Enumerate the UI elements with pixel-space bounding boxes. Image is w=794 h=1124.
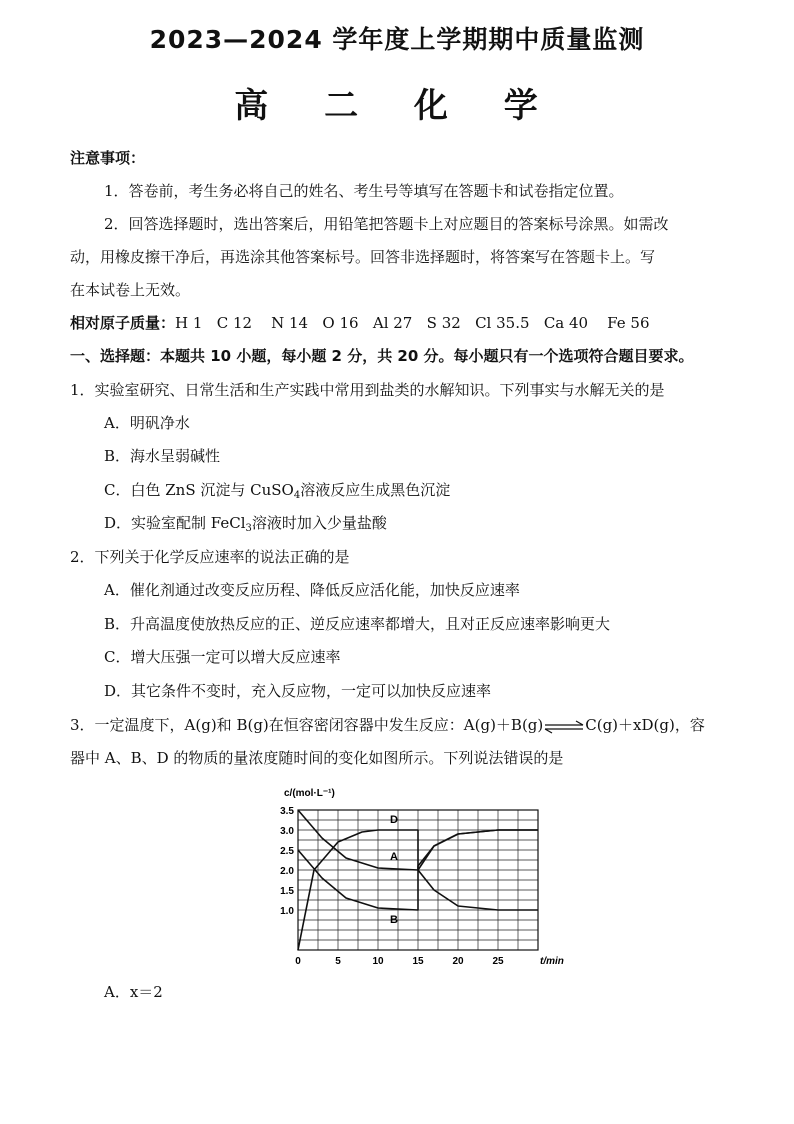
q2-stem: 2．下列关于化学反应速率的说法正确的是 xyxy=(70,548,350,566)
q3-stem-text-rest: C(g)＋xD(g)，容 xyxy=(585,716,705,734)
section-1-heading: 一、选择题：本题共 10 小题，每小题 2 分，共 20 分。每小题只有一个选项符合题目要求。 xyxy=(70,347,694,365)
q1-option-d-text: D．实验室配制 FeCl xyxy=(104,514,246,532)
x-axis-label: t/min xyxy=(540,956,564,967)
atomic-mass-line xyxy=(70,313,650,333)
series-label-b: B xyxy=(390,913,398,926)
concentration-time-chart xyxy=(256,782,564,972)
q1-stem: 1．实验室研究、日常生活和生产实践中常用到盐类的水解知识。下列事实与水解无关的是 xyxy=(70,381,665,399)
q1-option-c-rest: 溶液反应生成黑色沉淀 xyxy=(300,481,451,499)
notice-item-2-line-2: 动，用橡皮擦干净后，再选涂其他答案标号。回答非选择题时，将答案写在答题卡上。写 xyxy=(70,248,656,266)
q3-stem-line-1 xyxy=(70,715,705,735)
y-tick-label: 1.0 xyxy=(280,906,294,917)
q1-option-b: B．海水呈弱碱性 xyxy=(104,447,221,465)
q2-option-b: B．升高温度使放热反应的正、逆反应速率都增大，且对正反应速率影响更大 xyxy=(104,615,611,633)
q2-option-d: D．其它条件不变时，充入反应物，一定可以加快反应速率 xyxy=(104,682,492,700)
q1-option-d-rest: 溶液时加入少量盐酸 xyxy=(251,514,387,532)
y-tick-label: 2.0 xyxy=(280,866,294,877)
reversible-arrow-icon xyxy=(543,719,585,733)
notice-item-2-line-3: 在本试卷上无效。 xyxy=(70,281,191,299)
chart-svg xyxy=(256,782,564,972)
exam-title: 2023—2024 学年度上学期期中质量监测 xyxy=(149,25,645,54)
q3-stem-text: 3．一定温度下，A(g)和 B(g)在恒容密闭容器中发生反应：A(g)＋B(g) xyxy=(70,716,544,734)
x-tick-label: 20 xyxy=(452,956,464,967)
series-label-a: A xyxy=(390,851,398,863)
series-label-d: D xyxy=(390,813,398,826)
q1-option-c-subscript: 4 xyxy=(293,490,301,501)
q1-option-c xyxy=(104,480,450,500)
y-tick-label: 2.5 xyxy=(280,846,294,857)
notice-item-1: 1．答卷前，考生务必将自己的姓名、考生号等填写在答题卡和试卷指定位置。 xyxy=(104,182,624,200)
q1-option-d xyxy=(104,513,387,533)
q1-option-a: A．明矾净水 xyxy=(104,414,190,432)
q2-option-a: A．催化剂通过改变反应历程、降低反应活化能，加快反应速率 xyxy=(104,581,520,599)
atomic-mass-values: H 1 C 12 N 14 O 16 Al 27 S 32 Cl 35.5 Ca 40 Fe 56 xyxy=(175,314,650,332)
y-axis-label: c/(mol·L⁻¹) xyxy=(284,788,335,799)
x-tick-label: 15 xyxy=(412,956,424,967)
q1-option-c-text: C．白色 ZnS 沉淀与 CuSO xyxy=(104,481,294,499)
q3-option-a: A．x＝2 xyxy=(104,983,163,1001)
x-tick-label: 0 xyxy=(295,956,301,967)
atomic-mass-label: 相对原子质量： xyxy=(70,314,176,332)
notice-heading: 注意事项： xyxy=(70,149,146,167)
y-tick-label: 3.0 xyxy=(280,826,294,837)
notice-item-2-line-1: 2．回答选择题时，选出答案后，用铅笔把答题卡上对应题目的答案标号涂黑。如需改 xyxy=(104,215,669,233)
subject-title: 高 二 化 学 xyxy=(234,86,560,126)
q2-option-c: C．增大压强一定可以增大反应速率 xyxy=(104,648,341,666)
x-tick-label: 25 xyxy=(492,956,504,967)
q3-stem-line-2: 器中 A、B、D 的物质的量浓度随时间的变化如图所示。下列说法错误的是 xyxy=(70,749,564,767)
x-tick-label: 5 xyxy=(335,956,341,967)
y-tick-label: 1.5 xyxy=(280,886,294,897)
x-tick-label: 10 xyxy=(372,956,384,967)
y-tick-label: 3.5 xyxy=(280,806,294,817)
q1-option-d-subscript: 3 xyxy=(245,523,252,534)
